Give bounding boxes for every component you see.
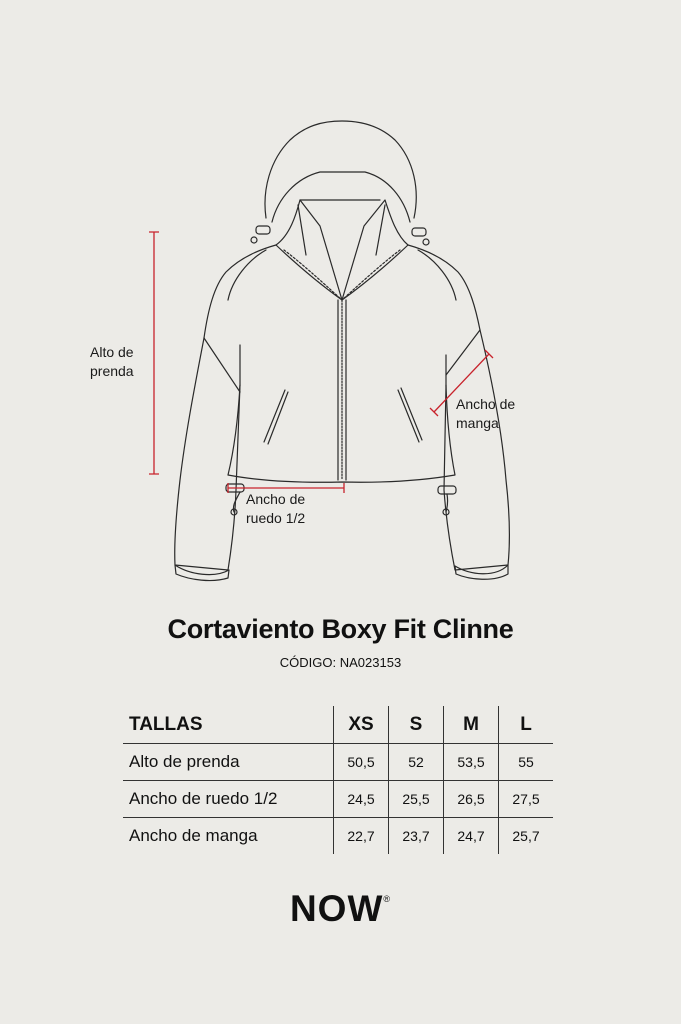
cell-value: 27,5	[499, 781, 554, 818]
row-label: Ancho de ruedo 1/2	[123, 781, 334, 818]
right-hem-toggle	[438, 486, 456, 494]
product-code: CÓDIGO: NA023153	[279, 655, 402, 670]
table-row	[123, 744, 553, 781]
size-xs-header: XS	[334, 706, 389, 744]
size-m-header: M	[444, 706, 499, 744]
left-shoulder	[204, 245, 276, 338]
left-hood-toggle	[256, 226, 270, 234]
right-pocket	[398, 388, 422, 442]
cell-value: 26,5	[444, 781, 499, 818]
size-chart-header-row	[123, 706, 553, 744]
table-row	[123, 781, 553, 818]
hood-opening	[272, 172, 410, 222]
size-s-header: S	[389, 706, 444, 744]
size-chart-table	[123, 706, 553, 854]
alto-de-prenda-measure	[149, 232, 159, 474]
cell-value: 25,5	[389, 781, 444, 818]
cell-value: 22,7	[334, 818, 389, 855]
product-title: Cortaviento Boxy Fit Clinne	[167, 614, 514, 644]
row-label: Alto de prenda	[123, 744, 334, 781]
ancho-de-ruedo-label: Ancho de ruedo 1/2	[246, 491, 306, 526]
cell-value: 53,5	[444, 744, 499, 781]
cell-value: 24,7	[444, 818, 499, 855]
registered-mark: ®	[383, 894, 392, 904]
now-brand-logo	[0, 888, 681, 930]
row-label: Ancho de manga	[129, 826, 258, 845]
cell-value: 25,7	[499, 818, 554, 855]
body-outline	[228, 345, 455, 482]
table-row	[123, 818, 553, 855]
cell-value: 50,5	[334, 744, 389, 781]
size-l-header: L	[499, 706, 554, 744]
collar	[276, 200, 408, 300]
logo-text: NOW	[289, 888, 384, 929]
left-pocket	[264, 390, 288, 444]
right-sleeve	[444, 330, 509, 570]
hood-outline	[265, 121, 416, 218]
right-hood-toggle	[412, 228, 426, 236]
cell-value: 55	[499, 744, 554, 781]
cell-value: 23,7	[389, 818, 444, 855]
tallas-header: TALLAS	[123, 706, 334, 744]
alto-de-prenda-label: Alto de prenda	[90, 344, 134, 379]
ancho-de-manga-label: Ancho de manga	[456, 396, 516, 431]
cell-value: 24,5	[334, 781, 389, 818]
cell-value: 52	[389, 744, 444, 781]
right-shoulder	[408, 245, 480, 330]
left-sleeve	[175, 338, 240, 570]
